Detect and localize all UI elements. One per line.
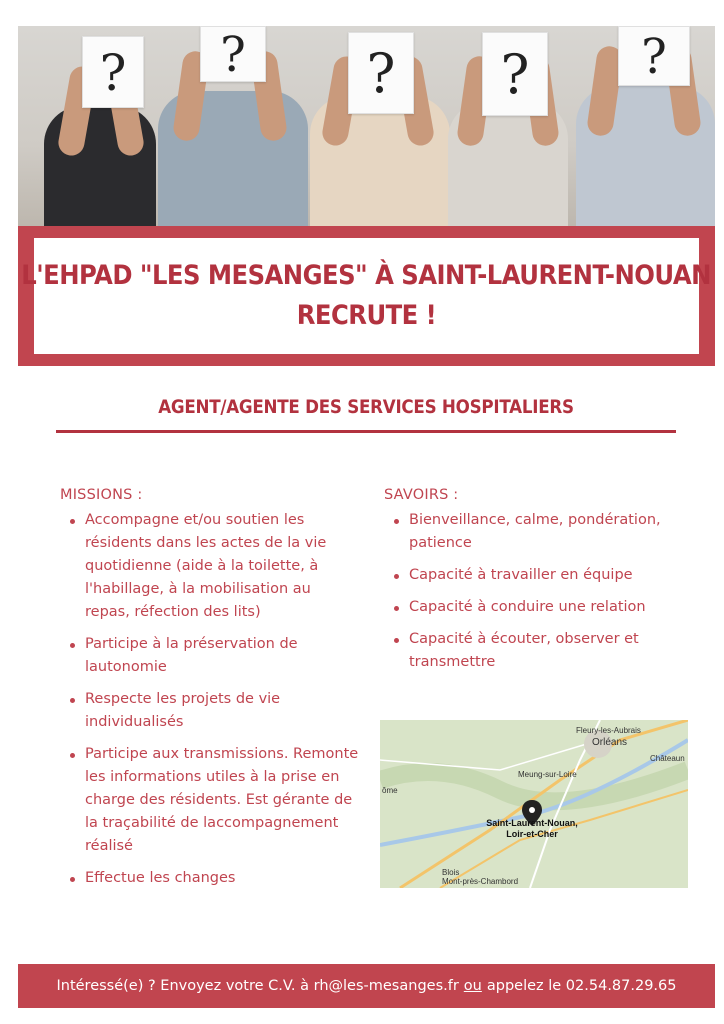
list-item: Participe à la préservation de lautonomie bbox=[60, 633, 360, 679]
missions-list bbox=[60, 509, 360, 890]
person-figure bbox=[448, 26, 568, 226]
question-sign: ? bbox=[82, 36, 144, 108]
person-figure bbox=[310, 26, 450, 226]
map-label-fleury: Fleury-les-Aubrais bbox=[576, 726, 641, 735]
header-photo bbox=[18, 26, 715, 226]
missions-section bbox=[60, 484, 360, 899]
map-label-blois: Blois bbox=[442, 868, 460, 877]
missions-heading: MISSIONS : bbox=[60, 487, 143, 503]
list-item: Accompagne et/ou soutien les résidents dans les actes de la vie quotidienne (aide à la toilette, à l'habillage, à la mobilisation au repas, réfection des lits) bbox=[60, 509, 360, 624]
savoirs-heading: SAVOIRS : bbox=[384, 487, 459, 503]
footer-link-word: ou bbox=[463, 978, 482, 994]
person-figure bbox=[566, 26, 715, 226]
question-sign: ? bbox=[348, 32, 414, 114]
title-line-1: L'EHPAD "LES MESANGES" À SAINT-LAURENT-NOUAN bbox=[21, 260, 712, 291]
map-label-mont: Mont-près-Chambord bbox=[442, 877, 519, 886]
savoirs-section bbox=[384, 484, 684, 683]
title-line-2: RECRUTE ! bbox=[296, 300, 437, 331]
person-figure bbox=[44, 26, 156, 226]
footer-text-before: Intéressé(e) ? Envoyez votre C.V. à rh@les-mesanges.fr bbox=[56, 978, 459, 994]
question-sign: ? bbox=[482, 32, 548, 116]
question-sign: ? bbox=[618, 26, 690, 86]
map-label-ome: ôme bbox=[382, 786, 398, 795]
list-item: Capacité à conduire une relation bbox=[384, 596, 684, 619]
footer-text-after: appelez le 02.54.87.29.65 bbox=[486, 978, 677, 994]
title-banner bbox=[18, 226, 715, 366]
map-label-chateau: Châteaun bbox=[650, 754, 685, 763]
list-item: Respecte les projets de vie individualisés bbox=[60, 688, 360, 734]
job-title-divider bbox=[56, 430, 676, 433]
map-label-meung: Meung-sur-Loire bbox=[518, 770, 577, 779]
map-label-orleans: Orléans bbox=[592, 737, 628, 748]
location-line-1: Saint-Laurent-Nouan, bbox=[486, 818, 578, 828]
location-line-2: Loir-et-Cher bbox=[506, 829, 558, 839]
savoirs-list bbox=[384, 509, 684, 674]
list-item: Bienveillance, calme, pondération, patience bbox=[384, 509, 684, 555]
contact-footer bbox=[18, 964, 715, 1008]
list-item: Capacité à écouter, observer et transmettre bbox=[384, 628, 684, 674]
location-map bbox=[380, 720, 688, 888]
list-item: Effectue les changes bbox=[60, 867, 360, 890]
map-graphic bbox=[380, 720, 688, 888]
question-sign: ? bbox=[200, 26, 266, 82]
job-title: AGENT/AGENTE DES SERVICES HOSPITALIERS bbox=[158, 396, 574, 418]
title-box bbox=[21, 238, 712, 354]
map-label-location bbox=[478, 818, 586, 840]
list-item: Capacité à travailler en équipe bbox=[384, 564, 684, 587]
person-figure bbox=[148, 26, 308, 226]
list-item: Participe aux transmissions. Remonte les informations utiles à la prise en charge des résidents. Est gérante de la traçabilité de laccompagnement réalisé bbox=[60, 743, 360, 858]
